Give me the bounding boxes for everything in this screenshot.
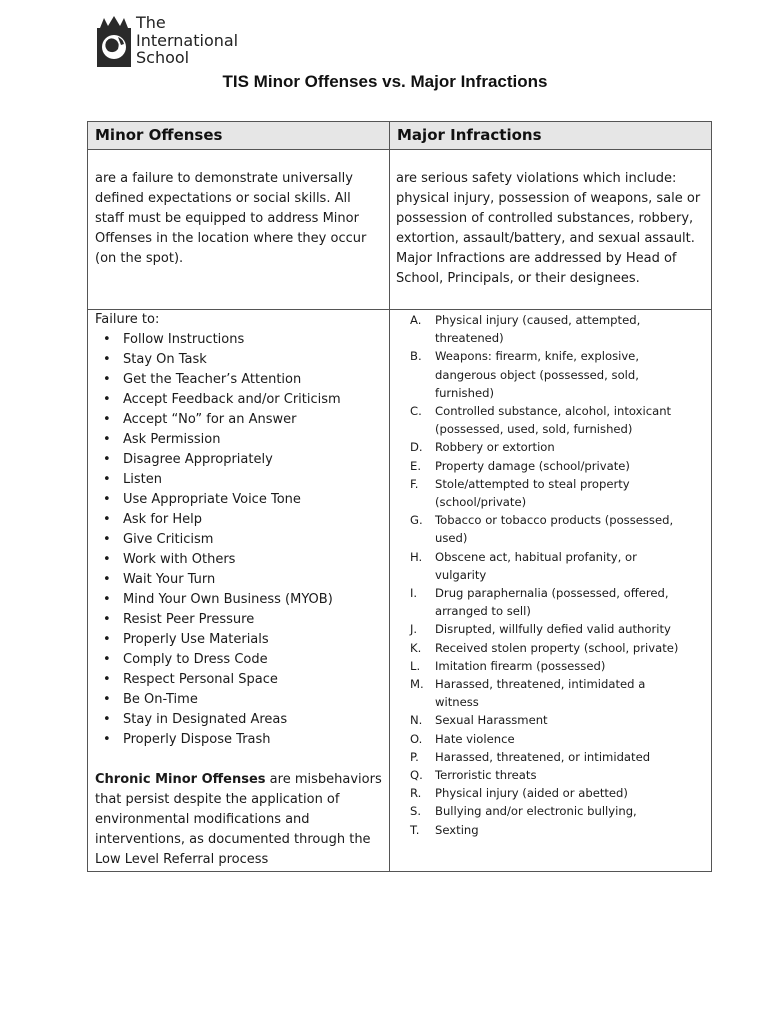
major-infraction-text: Property damage (school/private) <box>435 458 630 473</box>
major-definition <box>396 169 708 289</box>
minor-offense-item: • Listen <box>95 470 387 490</box>
major-definition-line: possession of controlled substances, robbery, <box>396 211 694 226</box>
logo-line: The <box>136 13 166 32</box>
chronic-term: Chronic Minor Offenses <box>95 772 266 787</box>
major-infraction-item <box>390 657 711 675</box>
major-infraction-item <box>390 311 711 347</box>
page-title: TIS Minor Offenses vs. Major Infractions <box>222 72 548 91</box>
major-definition-line: Major Infractions are addressed by Head of <box>396 251 677 266</box>
major-infraction-text: Controlled substance, alcohol, intoxicant <box>435 404 672 419</box>
minor-offense-item: • Properly Dispose Trash <box>95 730 387 750</box>
major-infraction-letter: M. <box>410 677 424 692</box>
major-infraction-text: Obscene act, habitual profanity, or <box>435 549 637 564</box>
major-definition-line: are serious safety violations which include: <box>396 171 677 186</box>
minor-offense-item: • Be On-Time <box>95 690 387 710</box>
major-infraction-letter: E. <box>410 458 422 473</box>
minor-definition-line: staff must be equipped to address Minor <box>95 211 359 226</box>
major-infraction-letter: O. <box>410 731 423 746</box>
minor-offense-item: • Mind Your Own Business (MYOB) <box>95 590 387 610</box>
major-infractions-cell <box>390 311 711 839</box>
minor-offense-item: • Resist Peer Pressure <box>95 610 387 630</box>
major-infraction-item <box>390 802 711 820</box>
minor-offenses-cell <box>95 310 387 870</box>
major-infraction-text: Bullying and/or electronic bullying, <box>435 804 637 819</box>
minor-offense-item: • Follow Instructions <box>95 330 387 350</box>
major-infraction-item <box>390 475 711 511</box>
major-infraction-text: Stole/attempted to steal property <box>435 476 630 491</box>
major-infraction-item <box>390 784 711 802</box>
major-infraction-text: Hate violence <box>435 731 515 746</box>
major-infraction-text: arranged to sell) <box>435 604 531 619</box>
major-infraction-letter: P. <box>410 749 419 764</box>
major-infraction-item <box>390 584 711 620</box>
major-infraction-letter: I. <box>410 586 418 601</box>
major-infraction-item <box>390 347 711 402</box>
logo-wordmark <box>136 14 238 67</box>
major-infraction-text: Drug paraphernalia (possessed, offered, <box>435 586 669 601</box>
minor-offense-item: • Comply to Dress Code <box>95 650 387 670</box>
minor-offense-item: • Properly Use Materials <box>95 630 387 650</box>
major-infraction-letter: Q. <box>410 768 423 783</box>
major-infraction-text: (possessed, used, sold, furnished) <box>435 422 633 437</box>
major-infraction-item <box>390 511 711 547</box>
minor-definition-line: Offenses in the location where they occur <box>95 231 367 246</box>
major-infraction-text: furnished) <box>435 385 494 400</box>
major-infraction-letter: C. <box>410 404 422 419</box>
major-infraction-text: Physical injury (aided or abetted) <box>435 786 628 801</box>
chronic-line: environmental modifications and <box>95 812 310 827</box>
major-infraction-text: Disrupted, willfully defied valid authority <box>435 622 671 637</box>
major-infraction-letter: F. <box>410 476 419 491</box>
major-infraction-item <box>390 639 711 657</box>
minor-definition-line: (on the spot). <box>95 251 184 266</box>
major-infraction-letter: D. <box>410 440 423 455</box>
minor-offense-item: • Stay in Designated Areas <box>95 710 387 730</box>
major-infraction-text: vulgarity <box>435 567 487 582</box>
major-infraction-letter: S. <box>410 804 422 819</box>
major-infraction-text: (school/private) <box>435 495 527 510</box>
offenses-table <box>87 121 712 872</box>
major-infraction-text: Weapons: firearm, knife, explosive, <box>435 349 640 364</box>
major-header: Major Infractions <box>397 126 542 144</box>
major-definition-line: extortion, assault/battery, and sexual assault. <box>396 231 695 246</box>
minor-offense-item: • Work with Others <box>95 550 387 570</box>
major-infraction-text: Tobacco or tobacco products (possessed, <box>435 513 674 528</box>
school-logo <box>96 14 246 70</box>
globe-crest-icon <box>96 16 132 68</box>
minor-header-cell <box>88 122 389 149</box>
major-infraction-letter: B. <box>410 349 422 364</box>
minor-offense-item: • Disagree Appropriately <box>95 450 387 470</box>
major-infraction-text: Received stolen property (school, private) <box>435 640 679 655</box>
major-infraction-letter: A. <box>410 313 422 327</box>
major-infraction-letter: N. <box>410 713 423 728</box>
minor-offense-item: • Give Criticism <box>95 530 387 550</box>
major-infraction-letter: H. <box>410 549 423 564</box>
major-header-cell <box>390 122 711 149</box>
major-infraction-text: dangerous object (possessed, sold, <box>435 367 639 382</box>
major-infraction-item <box>390 620 711 638</box>
major-infraction-letter: G. <box>410 513 423 528</box>
major-infraction-text: Physical injury (caused, attempted, <box>435 313 641 327</box>
minor-offense-item: • Get the Teacher’s Attention <box>95 370 387 390</box>
major-infraction-item <box>390 402 711 438</box>
minor-offense-item: • Ask Permission <box>95 430 387 450</box>
major-infraction-text: Robbery or extortion <box>435 440 555 455</box>
failure-intro: Failure to: <box>95 312 160 327</box>
minor-offense-item: • Ask for Help <box>95 510 387 530</box>
major-infraction-item <box>390 548 711 584</box>
major-infraction-item <box>390 730 711 748</box>
major-infraction-text: Sexting <box>435 822 479 837</box>
major-infraction-item <box>390 438 711 456</box>
major-definition-line: physical injury, possession of weapons, sale or <box>396 191 701 206</box>
major-definition-line: School, Principals, or their designees. <box>396 271 640 286</box>
major-infraction-text: used) <box>435 531 468 546</box>
major-infraction-item <box>390 748 711 766</box>
minor-offense-item: • Wait Your Turn <box>95 570 387 590</box>
major-infraction-text: Terroristic threats <box>435 768 537 783</box>
chronic-minor-offenses <box>95 770 387 870</box>
major-infractions-list <box>390 311 711 839</box>
minor-offense-item: • Use Appropriate Voice Tone <box>95 490 387 510</box>
major-infraction-text: Imitation firearm (possessed) <box>435 658 606 673</box>
major-infraction-text: witness <box>435 695 479 710</box>
minor-header: Minor Offenses <box>95 126 223 144</box>
header-divider <box>88 149 711 150</box>
chronic-line: interventions, as documented through the <box>95 832 371 847</box>
major-infraction-letter: T. <box>410 822 420 837</box>
major-infraction-letter: R. <box>410 786 422 801</box>
minor-offense-item: • Stay On Task <box>95 350 387 370</box>
major-infraction-letter: J. <box>410 622 418 637</box>
major-infraction-text: threatened) <box>435 331 504 346</box>
chronic-line: are misbehaviors <box>265 772 382 787</box>
minor-definition-line: defined expectations or social skills. All <box>95 191 351 206</box>
minor-definition <box>95 169 385 269</box>
minor-definition-line: are a failure to demonstrate universally <box>95 171 353 186</box>
major-infraction-text: Harassed, threatened, or intimidated <box>435 749 651 764</box>
major-infraction-item <box>390 766 711 784</box>
major-infraction-item <box>390 675 711 711</box>
minor-offense-item: • Accept Feedback and/or Criticism <box>95 390 387 410</box>
major-infraction-text: Harassed, threatened, intimidated a <box>435 677 646 692</box>
chronic-line: that persist despite the application of <box>95 792 340 807</box>
major-infraction-text: Sexual Harassment <box>435 713 548 728</box>
minor-offense-item: • Accept “No” for an Answer <box>95 410 387 430</box>
logo-line: School <box>136 48 190 67</box>
major-infraction-item <box>390 711 711 729</box>
major-infraction-item <box>390 821 711 839</box>
minor-offense-item: • Respect Personal Space <box>95 670 387 690</box>
major-infraction-letter: L. <box>410 658 421 673</box>
major-infraction-item <box>390 457 711 475</box>
logo-line: International <box>136 30 239 50</box>
major-infraction-letter: K. <box>410 640 422 655</box>
minor-offenses-list <box>95 330 387 750</box>
chronic-line: Low Level Referral process <box>95 852 269 867</box>
